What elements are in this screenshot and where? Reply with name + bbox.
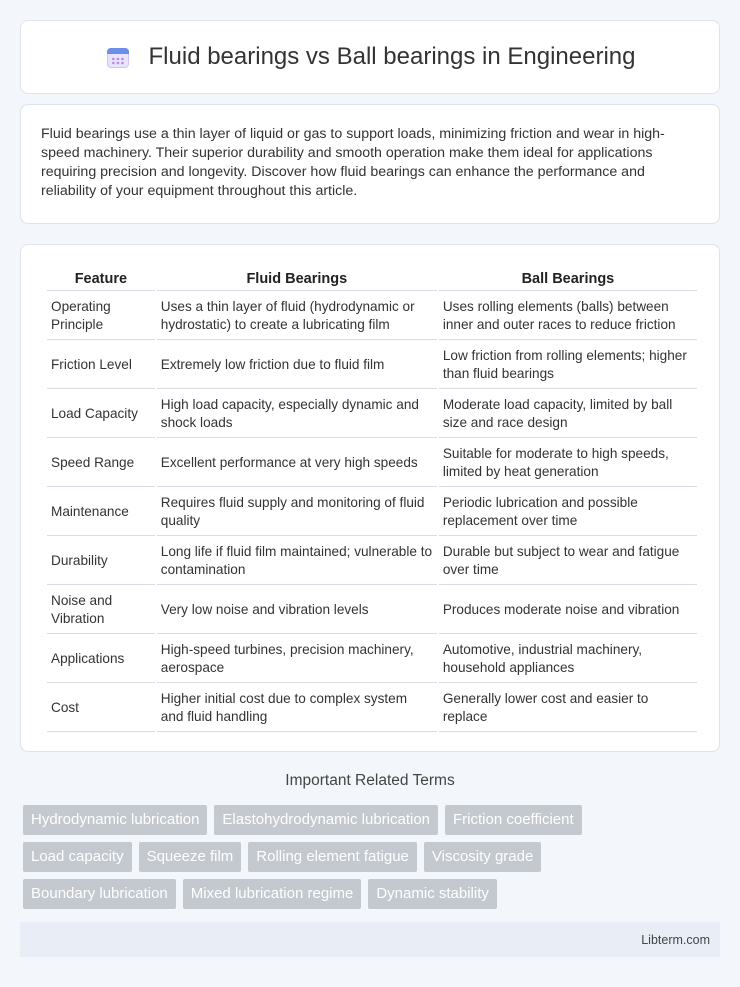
tag-row	[23, 805, 723, 835]
fluid-cell: Extremely low friction due to fluid film	[157, 342, 437, 389]
tag-dynamic-stability[interactable]: Dynamic stability	[368, 879, 497, 909]
fluid-cell: Requires fluid supply and monitoring of fluid quality	[157, 489, 437, 536]
table-row	[47, 685, 697, 732]
footer	[20, 922, 720, 957]
ball-cell: Generally lower cost and easier to replace	[439, 685, 697, 732]
fluid-cell: High load capacity, especially dynamic and shock loads	[157, 391, 437, 438]
comparison-table-card	[20, 244, 720, 752]
table-row	[47, 489, 697, 536]
fluid-cell: High-speed turbines, precision machinery, aerospace	[157, 636, 437, 683]
ball-cell: Uses rolling elements (balls) between inner and outer races to reduce friction	[439, 293, 697, 340]
tag-load-capacity[interactable]: Load capacity	[23, 842, 132, 872]
table-row	[47, 636, 697, 683]
ball-cell: Low friction from rolling elements; higher than fluid bearings	[439, 342, 697, 389]
table-header-row	[47, 267, 697, 291]
tag-squeeze-film[interactable]: Squeeze film	[139, 842, 242, 872]
ball-cell: Automotive, industrial machinery, household appliances	[439, 636, 697, 683]
header-feature: Feature	[47, 267, 155, 291]
table-row	[47, 293, 697, 340]
tag-boundary-lubrication[interactable]: Boundary lubrication	[23, 879, 176, 909]
feature-cell: Cost	[47, 685, 155, 732]
ball-cell: Produces moderate noise and vibration	[439, 587, 697, 634]
tag-mixed-lubrication-regime[interactable]: Mixed lubrication regime	[183, 879, 362, 909]
table-row	[47, 587, 697, 634]
feature-cell: Noise and Vibration	[47, 587, 155, 634]
tag-friction-coefficient[interactable]: Friction coefficient	[445, 805, 582, 835]
footer-site-link[interactable]: Libterm.com	[641, 932, 710, 947]
tag-viscosity-grade[interactable]: Viscosity grade	[424, 842, 541, 872]
tag-elastohydrodynamic-lubrication[interactable]: Elastohydrodynamic lubrication	[214, 805, 438, 835]
fluid-cell: Very low noise and vibration levels	[157, 587, 437, 634]
feature-cell: Applications	[47, 636, 155, 683]
related-terms-title: Important Related Terms	[285, 772, 455, 789]
feature-cell: Friction Level	[47, 342, 155, 389]
table-row	[47, 538, 697, 585]
tag-hydrodynamic-lubrication[interactable]: Hydrodynamic lubrication	[23, 805, 207, 835]
page-title: Fluid bearings vs Ball bearings in Engineering	[148, 43, 636, 70]
intro-card	[20, 104, 720, 224]
table-row	[47, 342, 697, 389]
tag-row	[23, 879, 723, 909]
tag-row	[23, 842, 723, 872]
feature-cell: Operating Principle	[47, 293, 155, 340]
table-row	[47, 391, 697, 438]
fluid-cell: Higher initial cost due to complex system and fluid handling	[157, 685, 437, 732]
ball-cell: Periodic lubrication and possible replacement over time	[439, 489, 697, 536]
intro-text: Fluid bearings use a thin layer of liquid or gas to support loads, minimizing friction and wear in high-speed machinery. Their superior durability and smooth operation make them ideal for applications requiring precision and longevity. Discover how fluid bearings can enhance the performance and reliability of your equipment throughout this article.	[41, 126, 665, 199]
fluid-cell: Long life if fluid film maintained; vulnerable to contamination	[157, 538, 437, 585]
ball-cell: Durable but subject to wear and fatigue over time	[439, 538, 697, 585]
tag-rolling-element-fatigue[interactable]: Rolling element fatigue	[248, 842, 417, 872]
fluid-cell: Excellent performance at very high speeds	[157, 440, 437, 487]
feature-cell: Load Capacity	[47, 391, 155, 438]
feature-cell: Durability	[47, 538, 155, 585]
calendar-icon	[105, 44, 131, 70]
header-ball-bearings: Ball Bearings	[439, 267, 697, 291]
feature-cell: Speed Range	[47, 440, 155, 487]
comparison-table	[45, 265, 699, 734]
ball-cell: Moderate load capacity, limited by ball size and race design	[439, 391, 697, 438]
title-card	[20, 20, 720, 94]
fluid-cell: Uses a thin layer of fluid (hydrodynamic or hydrostatic) to create a lubricating film	[157, 293, 437, 340]
table-row	[47, 440, 697, 487]
header-fluid-bearings: Fluid Bearings	[157, 267, 437, 291]
related-terms	[23, 805, 723, 916]
feature-cell: Maintenance	[47, 489, 155, 536]
ball-cell: Suitable for moderate to high speeds, limited by heat generation	[439, 440, 697, 487]
